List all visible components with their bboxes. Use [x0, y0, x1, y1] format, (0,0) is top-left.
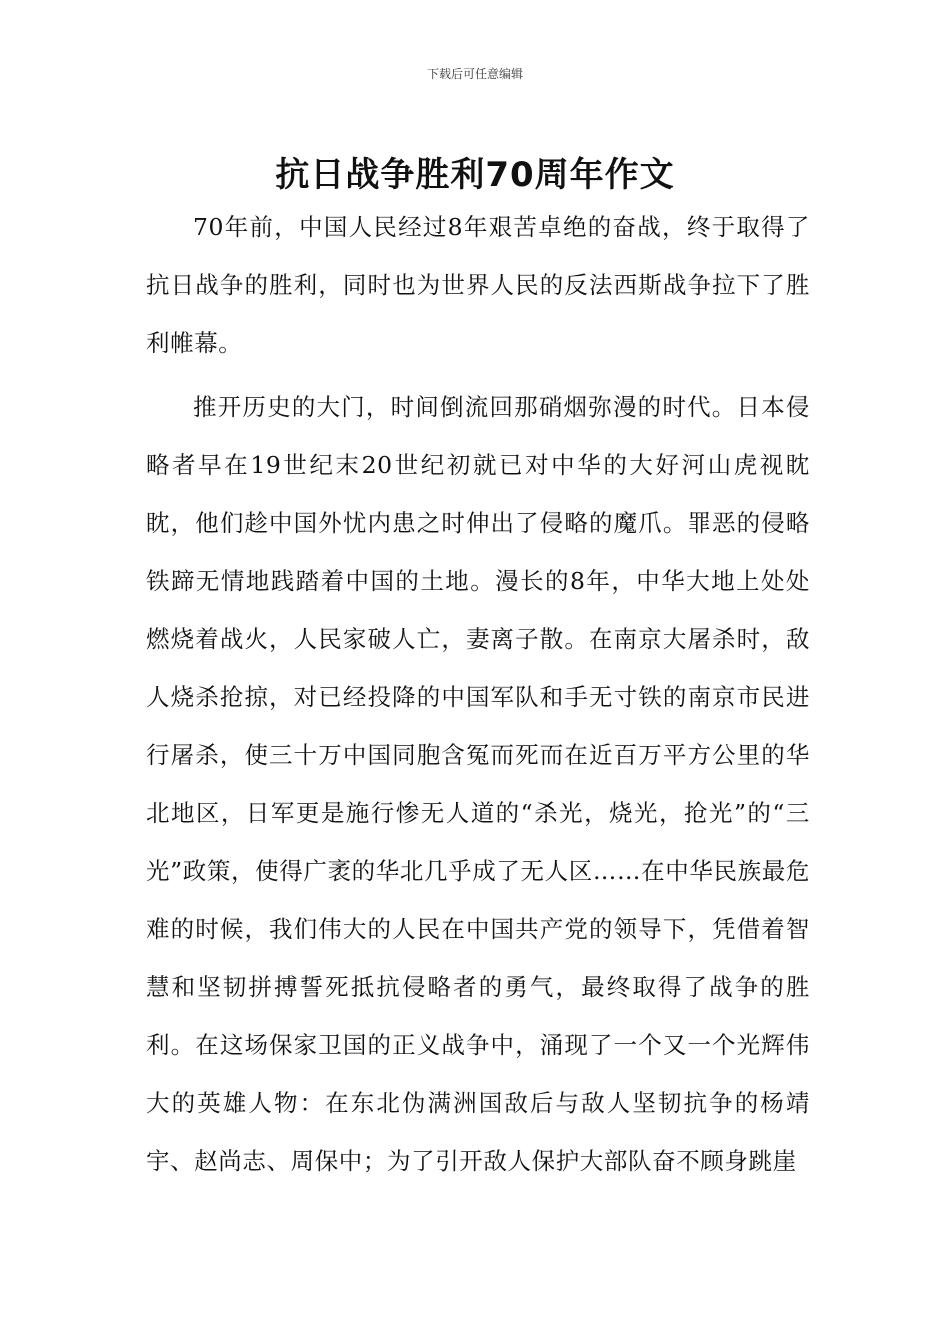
document-body: [146, 198, 810, 1196]
header-note: 下载后可任意编辑: [426, 67, 523, 81]
paragraph-1: 70年前，中国人民经过8年艰苦卓绝的奋战，终于取得了抗日战争的胜利，同时也为世界人民的反法西斯战争拉下了胜利帷幕。: [146, 213, 810, 357]
document-title: 抗日战争胜利70周年作文: [275, 154, 675, 195]
paragraph-2: 推开历史的大门，时间倒流回那硝烟弥漫的时代。日本侵略者早在19世纪末20世纪初就已对中华的大好河山虎视眈眈，他们趁中国外忧内患之时伸出了侵略的魔爪。罪恶的侵略铁蹄无情地践踏着中国的土地。漫长的8年，中华大地上处处燃烧着战火，人民家破人亡，妻离子散。在南京大屠杀时，敌人烧杀抢掠，对已经投降的中国军队和手无寸铁的南京市民进行屠杀，使三十万中国同胞含冤而死而在近百万平方公里的华北地区，日军更是施行惨无人道的“杀光，烧光，抢光”的“三光”政策，使得广袤的华北几乎成了无人区……在中华民族最危难的时候，我们伟大的人民在中国共产党的领导下，凭借着智慧和坚韧拼搏誓死抵抗侵略者的勇气，最终取得了战争的胜利。在这场保家卫国的正义战争中，涌现了一个又一个光辉伟大的英雄人物：在东北伪满洲国敌后与敌人坚韧抗争的杨靖宇、赵尚志、周保中；为了引开敌人保护大部队奋不顾身跳崖: [146, 393, 810, 1175]
